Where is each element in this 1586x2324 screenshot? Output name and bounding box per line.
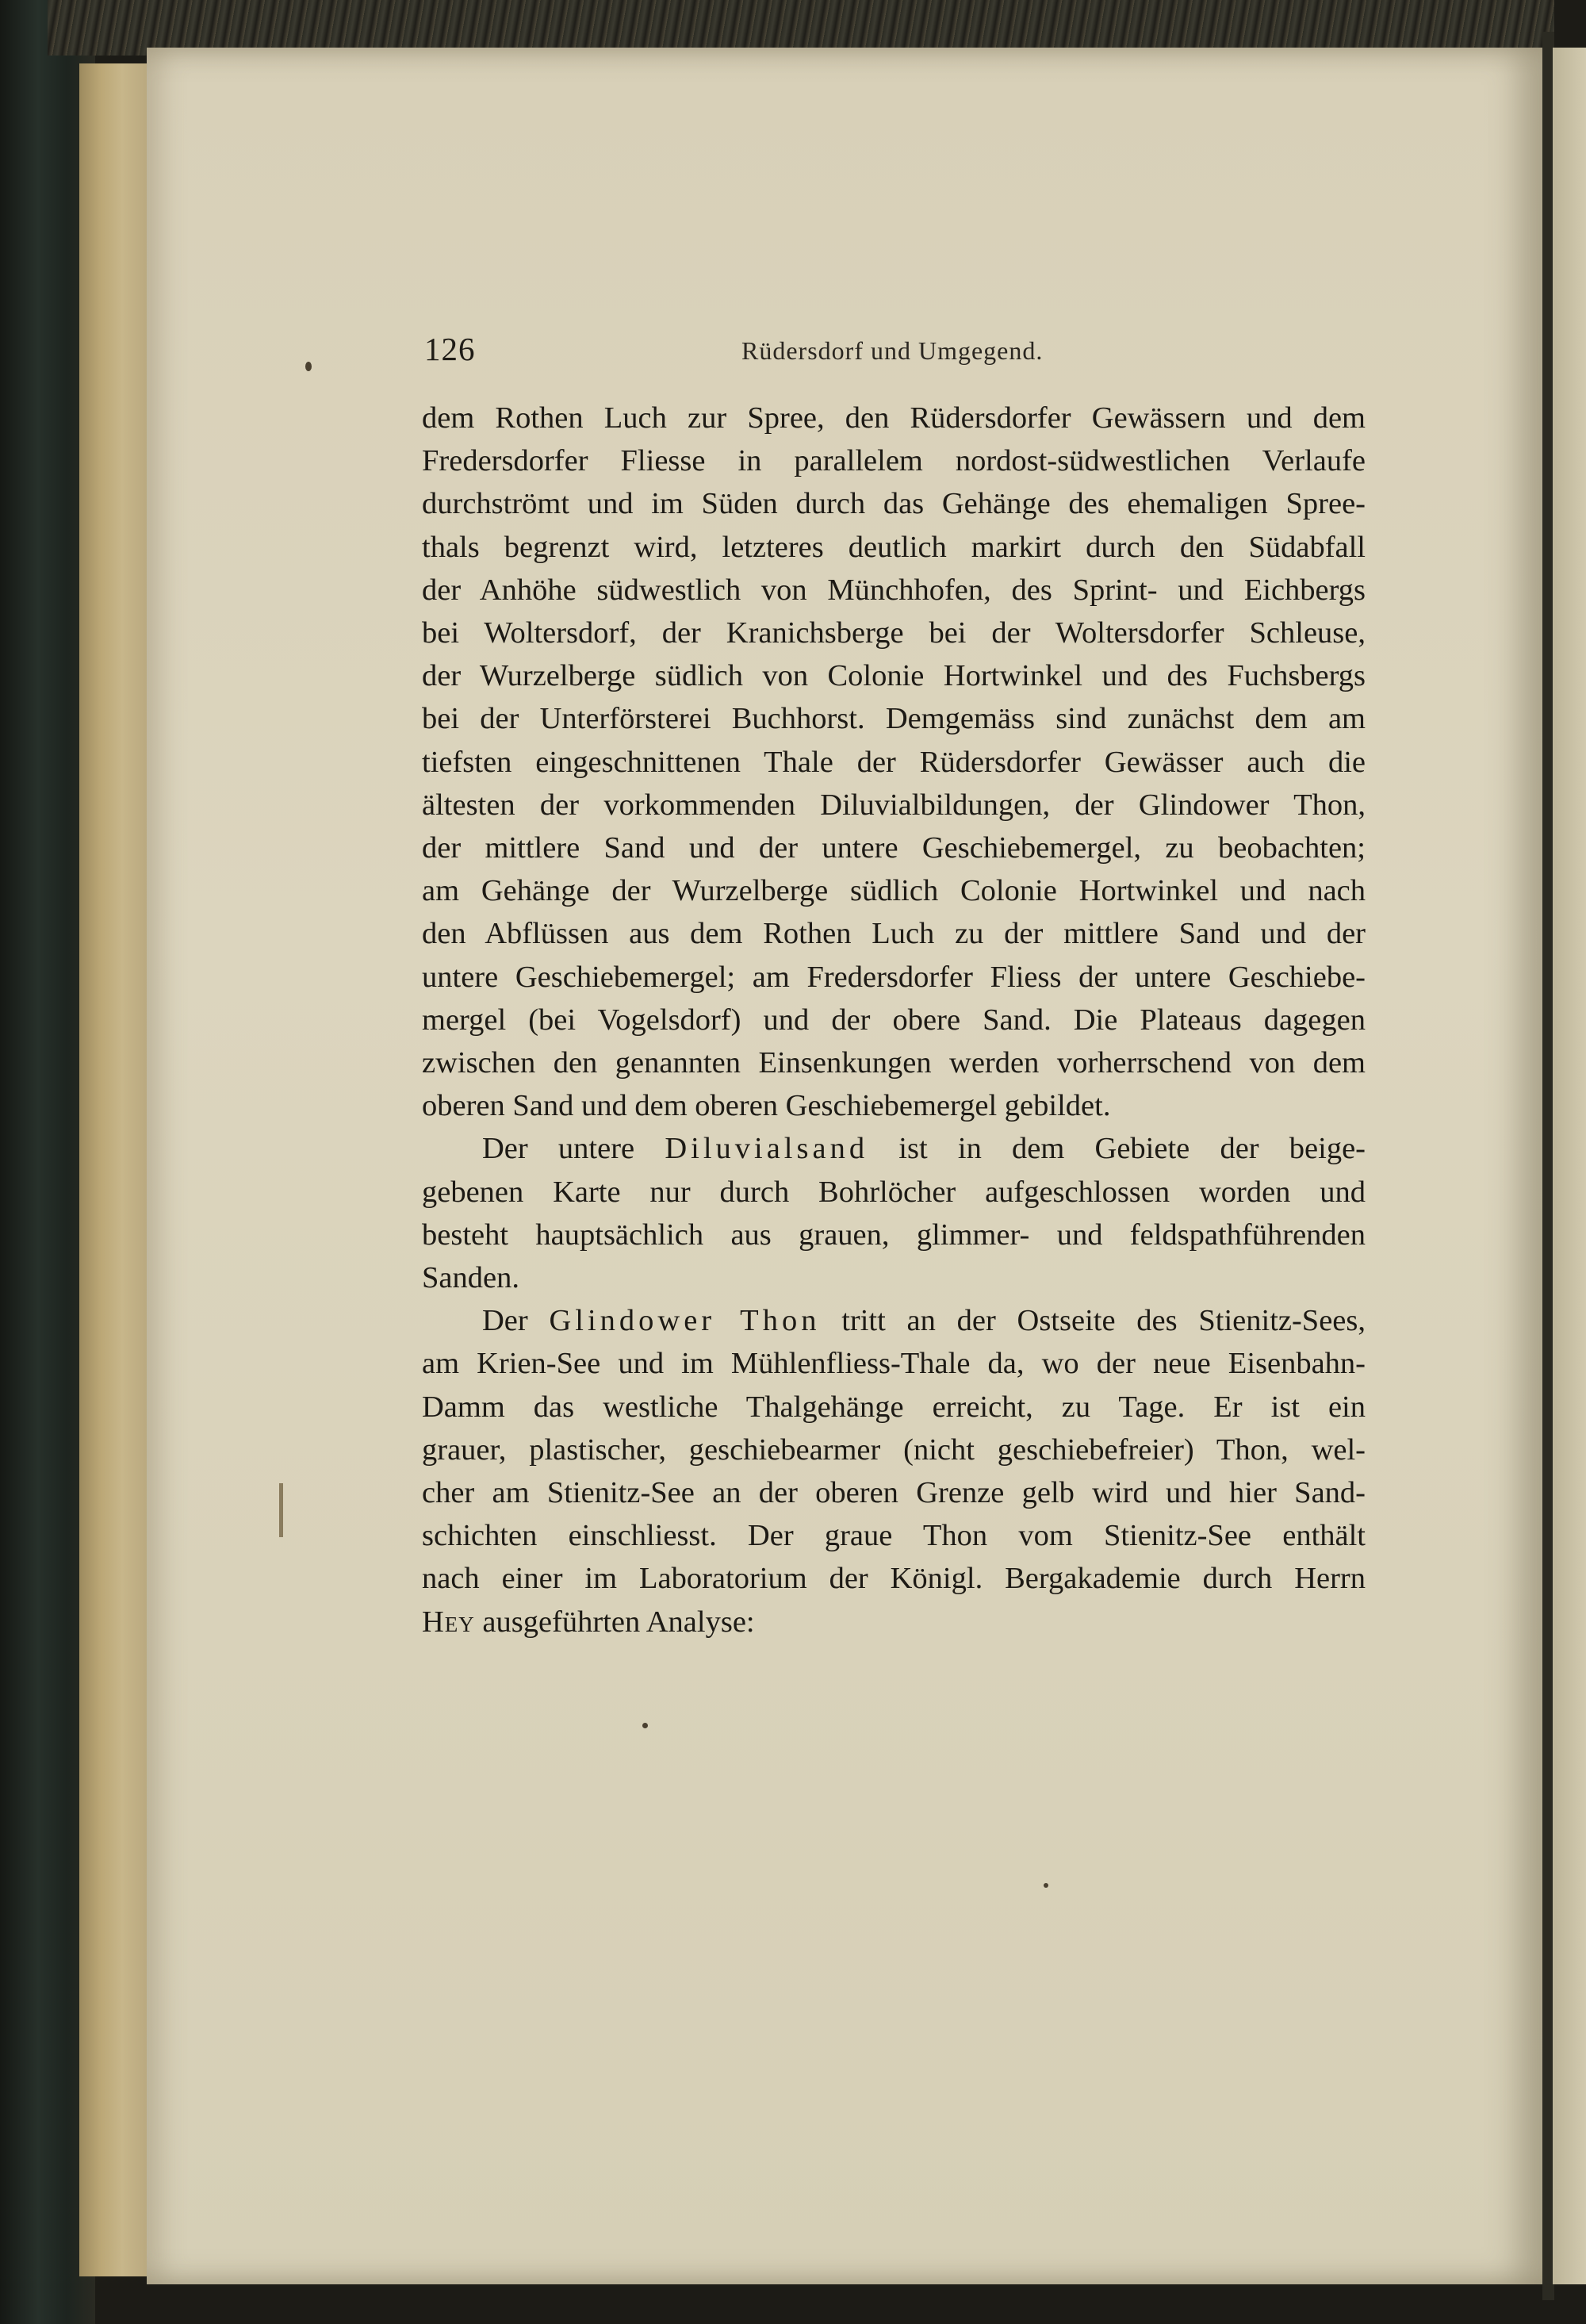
line-text: tritt an der Ostseite des Stienitz-Sees, (820, 1304, 1366, 1338)
spaced-term: Diluvialsand (665, 1132, 869, 1166)
text-line: der Anhöhe südwestlich von Münchhofen, des Sprint- und Eichbergs (422, 573, 1366, 607)
text-line: Sanden. (422, 1261, 519, 1295)
text-line: schichten einschliesst. Der graue Thon vom Stienitz-See enthält (422, 1519, 1366, 1553)
text-line: nach einer im Laboratorium der Königl. Bergakademie durch Herrn (422, 1562, 1366, 1596)
spaced-term: Glindower Thon (549, 1304, 821, 1338)
paragraph (422, 1127, 1366, 1299)
text-line: grauer, plastischer, geschiebearmer (nicht geschiebefreier) Thon, wel- (422, 1432, 1366, 1467)
running-head: Rüdersdorf und Umgegend. (741, 336, 1044, 365)
facing-page-edge (1553, 48, 1586, 2284)
line-text: Der (482, 1304, 550, 1338)
text-line: bei Woltersdorf, der Kranichsberge bei der Woltersdorfer Schleuse, (422, 616, 1366, 650)
margin-mark (279, 1483, 283, 1537)
ink-speck (305, 362, 312, 371)
text-line: besteht hauptsächlich aus grauen, glimmer- und feldspathführenden (422, 1218, 1366, 1252)
text-line: untere Geschiebemergel; am Fredersdorfer Fliess der untere Geschiebe- (422, 960, 1366, 994)
text-line: mergel (bei Vogelsdorf) und der obere Sand. Die Plateaus dagegen (422, 1003, 1366, 1037)
text-line: ältesten der vorkommenden Diluvialbildungen, der Glindower Thon, (422, 788, 1366, 822)
text-line: cher am Stienitz-See an der oberen Grenze gelb wird und hier Sand- (422, 1476, 1366, 1510)
text-line: durchströmt und im Süden durch das Gehänge des ehemaligen Spree- (422, 487, 1366, 521)
text-line (422, 1127, 1366, 1170)
text-line: oberen Sand und dem oberen Geschiebemergel gebildet. (422, 1089, 1111, 1123)
ink-speck (642, 1723, 648, 1728)
line-text: ist in dem Gebiete der beige- (868, 1132, 1366, 1166)
text-line: am Gehänge der Wurzelberge südlich Colonie Hortwinkel und nach (422, 874, 1366, 908)
text-line: der Wurzelberge südlich von Colonie Hortwinkel und des Fuchsbergs (422, 659, 1366, 693)
text-line: tiefsten eingeschnittenen Thale der Rüdersdorfer Gewässer auch die (422, 745, 1366, 779)
text-line: bei der Unterförsterei Buchhorst. Demgemäss sind zunächst dem am (422, 702, 1366, 736)
text-line (422, 1299, 1366, 1342)
text-line: am Krien-See und im Mühlenfliess-Thale da, wo der neue Eisenbahn- (422, 1347, 1366, 1381)
text-line: den Abflüssen aus dem Rothen Luch zu der mittlere Sand und der (422, 917, 1366, 951)
text-line: Fredersdorfer Fliesse in parallelem nordost-südwestlichen Verlaufe (422, 444, 1366, 478)
page-number: 126 (424, 331, 476, 367)
ink-speck (1044, 1883, 1048, 1888)
author-name: Hey (422, 1605, 475, 1639)
text-line: zwischen den genannten Einsenkungen werden vorherrschend von dem (422, 1046, 1366, 1080)
text-line: thals begrenzt wird, letzteres deutlich markirt durch den Südabfall (422, 530, 1366, 564)
paragraph (422, 397, 1366, 1127)
page-edge-stack (79, 63, 151, 2276)
text-line: der mittlere Sand und der untere Geschiebemergel, zu beobachten; (422, 831, 1366, 865)
line-text: ausgeführten Analyse: (474, 1605, 755, 1639)
text-line: Damm das westliche Thalgehänge erreicht, zu Tage. Er ist ein (422, 1390, 1366, 1424)
text-line: dem Rothen Luch zur Spree, den Rüdersdorfer Gewässern und dem (422, 401, 1366, 435)
paragraph (422, 1299, 1366, 1643)
body-text (422, 397, 1366, 1643)
text-line: gebenen Karte nur durch Bohrlöcher aufgeschlossen worden und (422, 1175, 1366, 1209)
text-line (422, 1601, 1366, 1643)
line-text: Der untere (482, 1132, 665, 1166)
page-header (424, 330, 1376, 378)
